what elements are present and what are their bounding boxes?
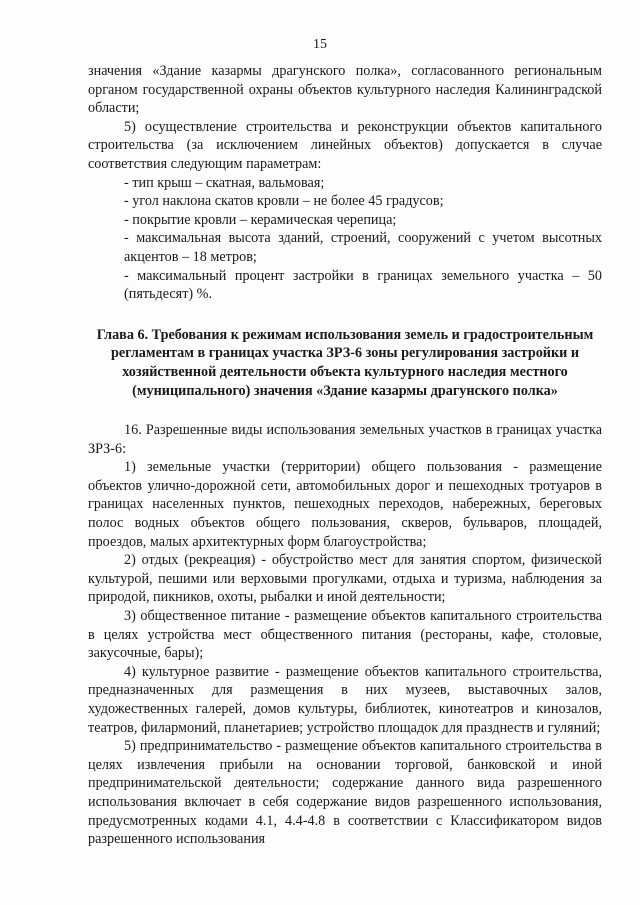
paragraph-continuation: значения «Здание казармы драгунского полка», согласованного региональным органом государственной охраны объектов культурного наследия Калининградской области; xyxy=(88,63,602,117)
list-item-1: 1) земельные участки (территории) общего пользования - размещение объектов улично-дорожной сети, автомобильных дорог и пешеходных тротуаров в границах населенных пунктов, пешеходных переходов, набережных, береговых полос водных объектов общего пользования, скверов, бульваров, площадей, проездов, малых архитектурных форм благоустройства; xyxy=(88,459,602,550)
list-item-4: 4) культурное развитие - размещение объектов капитального строительства, предназначенных для размещения в них музеев, выставочных залов, художественных галерей, домов культуры, библиотек, кинотеатров и кинозалов, театров, филармоний, планетариев; устройство площадок для празднеств и гуляний; xyxy=(88,663,602,736)
param-roof-angle: - угол наклона скатов кровли – не более 45 градусов; xyxy=(124,193,444,210)
document-body xyxy=(88,62,602,849)
param-roof-type: - тип крыш – скатная, вальмовая; xyxy=(124,174,325,191)
chapter-heading: Глава 6. Требования к режимам использования земель и градостроительным регламентам в границах участка ЗРЗ-6 зоны регулирования застройки и хозяйственной деятельности объекта культурного наследия местного (муниципального) значения «Здание казармы драгунского полка» xyxy=(96,326,594,399)
list-item-5: 5) предпринимательство - размещение объектов капитального строительства в целях извлечения прибыли на основании торговой, банковской и иной предпринимательской деятельности; содержание данного вида разрешенного использования включает в себя содержание видов разрешенного использования, предусмотренных кодами 4.1, 4.4-4.8 в соответствии с Классификатором видов разрешенного использования xyxy=(88,738,602,848)
param-roof-covering: - покрытие кровли – керамическая черепица; xyxy=(124,211,397,228)
section-16-intro: 16. Разрешенные виды использования земельных участков в границах участка ЗРЗ-6: xyxy=(88,422,602,457)
list-item-2: 2) отдых (рекреация) - обустройство мест для занятия спортом, физической культурой, пешими или верховыми прогулками, отдыха и туризма, наблюдения за природой, пикников, охоты, рыбалки и иной деятельности; xyxy=(88,552,602,606)
paragraph-item-5-construction: 5) осуществление строительства и реконструкции объектов капитального строительства (за исключением линейных объектов) допускается в случае соответствия следующим параметрам: xyxy=(88,118,602,172)
param-max-coverage: - максимальный процент застройки в границах земельного участка – 50 (пятьдесят) %. xyxy=(124,267,602,303)
page-number: 15 xyxy=(313,37,327,52)
list-item-3: 3) общественное питание - размещение объектов капитального строительства в целях устройства мест общественного питания (рестораны, кафе, столовые, закусочные, бары); xyxy=(88,608,602,662)
param-max-height: - максимальная высота зданий, строений, сооружений с учетом высотных акцентов – 18 метров; xyxy=(124,230,602,265)
